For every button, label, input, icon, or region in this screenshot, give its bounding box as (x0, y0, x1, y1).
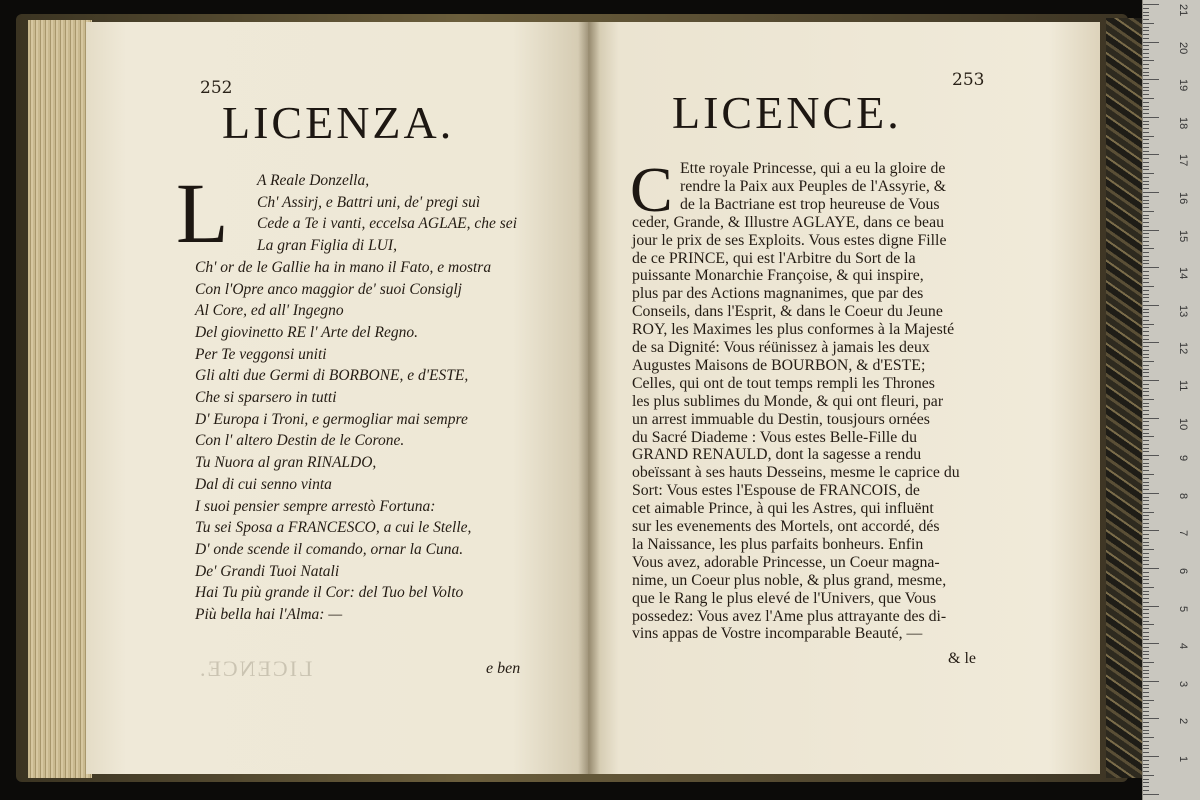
ruler-label: 15 (1177, 229, 1189, 242)
prose-line: Sort: Vous estes l'Espouse de FRANCOIS, de (632, 482, 920, 500)
ruler-tick (1143, 365, 1149, 366)
verse-line: Ch' Assirj, e Battri uni, de' pregi suì (257, 193, 481, 211)
verse-line: Tu Nuora al gran RINALDO, (195, 454, 377, 472)
ruler-tick (1143, 587, 1154, 588)
ruler-tick (1143, 606, 1159, 607)
ruler-tick (1143, 455, 1159, 456)
ruler-tick (1143, 482, 1149, 483)
ruler-tick (1143, 617, 1149, 618)
ruler-tick (1143, 538, 1149, 539)
verse-line: Con l' altero Destin de le Corone. (195, 432, 405, 450)
ruler-tick (1143, 241, 1149, 242)
ruler-tick (1143, 576, 1149, 577)
ruler-tick (1143, 730, 1149, 731)
ruler-tick (1143, 794, 1159, 795)
ruler-tick (1143, 49, 1149, 50)
ruler-tick (1143, 113, 1149, 114)
ruler-tick (1143, 166, 1149, 167)
verse-line: Al Core, ed all' Ingegno (195, 302, 344, 320)
ruler-tick (1143, 316, 1149, 317)
ruler-tick (1143, 733, 1149, 734)
ruler-tick (1143, 748, 1149, 749)
ruler-label: 8 (1177, 492, 1189, 499)
ruler-tick (1143, 632, 1149, 633)
ruler-tick (1143, 515, 1149, 516)
prose-line: plus par des Actions magnanimes, que par des (632, 285, 924, 303)
ruler-label: 3 (1177, 680, 1189, 687)
ruler-tick (1143, 670, 1149, 671)
ruler-tick (1143, 143, 1149, 144)
ruler-tick (1143, 211, 1154, 212)
prose-line: sur les evenements des Mortels, ont accordé, dés (632, 518, 940, 535)
ruler-tick (1143, 342, 1159, 343)
ruler-tick (1143, 470, 1149, 471)
prose-line: les plus sublimes du Monde, & qui ont fleuri, par (632, 392, 944, 410)
ruler-tick (1143, 406, 1149, 407)
verse-line: Che si sparsero in tutti (195, 389, 337, 406)
ruler-tick (1143, 557, 1149, 558)
ruler-tick (1143, 12, 1149, 13)
ruler-label: 17 (1177, 154, 1189, 167)
ruler-tick (1143, 301, 1149, 302)
verse-line: Gli alti due Germi di BORBONE, e d'ESTE, (195, 367, 469, 385)
ruler-tick (1143, 117, 1159, 118)
verse-line: Dal di cui senno vinta (195, 475, 332, 493)
ruler-tick (1143, 207, 1149, 208)
ruler-label: 4 (1177, 643, 1189, 650)
prose-line: puissante Monarchie Françoise, & qui inspire, (632, 267, 924, 285)
ruler-tick (1143, 94, 1149, 95)
ruler-tick (1143, 169, 1149, 170)
ruler-tick (1143, 688, 1149, 689)
ruler-tick (1143, 636, 1149, 637)
ruler-tick (1143, 38, 1149, 39)
ruler-tick (1143, 696, 1149, 697)
ruler-tick (1143, 715, 1149, 716)
ruler-tick (1143, 200, 1149, 201)
ruler-tick (1143, 252, 1149, 253)
prose-line: ceder, Grande, & Illustre AGLAYE, dans ce beau (632, 213, 944, 231)
ruler-tick (1143, 497, 1149, 498)
ruler-tick (1143, 260, 1149, 261)
ruler-tick (1143, 331, 1149, 332)
ruler-tick (1143, 23, 1154, 24)
ruler-tick (1143, 530, 1159, 531)
ruler-tick (1143, 350, 1149, 351)
ruler-tick (1143, 278, 1149, 279)
ruler-tick (1143, 463, 1149, 464)
prose-line: Celles, qui ont de tout temps rempli les Thrones (632, 374, 935, 392)
ruler-tick (1143, 75, 1149, 76)
ruler-label: 7 (1177, 530, 1189, 537)
ruler-tick (1143, 745, 1149, 746)
ruler-label: 11 (1177, 380, 1189, 392)
ruler-tick (1143, 79, 1159, 80)
ruler-tick (1143, 177, 1149, 178)
ruler-label: 12 (1177, 342, 1189, 355)
verse-line: Ch' or de le Gallie ha in mano il Fato, e mostra (195, 258, 492, 276)
verse-line: Tu sei Sposa a FRANCESCO, a cui le Stelle, (195, 519, 472, 537)
ruler-tick (1143, 335, 1149, 336)
prose-line: du Sacré Diademe : Vous estes Belle-Fille du (632, 428, 918, 446)
ruler-tick (1143, 42, 1159, 43)
ruler-tick (1143, 504, 1149, 505)
prose-line: jour le prix de ses Exploits. Vous estes digne Fille (632, 231, 947, 249)
ruler-tick (1143, 782, 1149, 783)
ruler-tick (1143, 598, 1149, 599)
ruler-tick (1143, 263, 1149, 264)
ruler-tick (1143, 647, 1149, 648)
prose-line: un arrest immuable du Destin, tousjours ornées (632, 410, 930, 428)
ruler-tick (1143, 478, 1149, 479)
ruler-tick (1143, 643, 1159, 644)
prose-line: que le Rang le plus elevé de l'Univers, que Vous (632, 589, 937, 607)
ruler-tick (1143, 233, 1149, 234)
ruler-tick (1143, 534, 1149, 535)
ruler-tick (1143, 15, 1149, 16)
ruler-tick (1143, 485, 1149, 486)
prose-line: la Naissance, les plus parfaits bonheurs. Enfin (632, 535, 924, 553)
prose-line: Vous avez, adorable Princesse, un Coeur magna- (632, 553, 940, 571)
ruler-tick (1143, 395, 1149, 396)
ruler-tick (1143, 685, 1149, 686)
ruler-tick (1143, 248, 1154, 249)
prose-line: de la Bactriane est trop heureuse de Vous (680, 195, 940, 213)
ruler-tick (1143, 560, 1149, 561)
ruler-tick (1143, 508, 1149, 509)
left-page-title: LICENZA. (222, 97, 455, 148)
prose-line: obeïssant à ses hauts Desseins, mesme le caprice du (632, 464, 960, 482)
ruler-tick (1143, 726, 1149, 727)
verse-line: Hai Tu più grande il Cor: del Tuo bel Volto (195, 584, 464, 602)
page-edges (28, 20, 92, 778)
ruler-tick (1143, 136, 1154, 137)
ruler-tick (1143, 658, 1149, 659)
prose-line: possedez: Vous avez l'Ame plus attrayante des di- (632, 607, 947, 625)
ruler-tick (1143, 275, 1149, 276)
ruler-tick (1143, 583, 1149, 584)
ruler-tick (1143, 433, 1149, 434)
ruler-tick (1143, 181, 1149, 182)
ruler-label: 10 (1177, 417, 1189, 430)
prose-line: nime, un Coeur plus noble, & plus grand, mesme, (632, 571, 947, 589)
ruler-label: 16 (1177, 192, 1189, 205)
ruler-tick (1143, 673, 1149, 674)
ruler-tick (1143, 624, 1154, 625)
ruler-tick (1143, 87, 1149, 88)
ruler-tick (1143, 639, 1149, 640)
ruler-tick (1143, 121, 1149, 122)
ruler-tick (1143, 188, 1149, 189)
ruler-tick (1143, 399, 1154, 400)
ruler-tick (1143, 591, 1149, 592)
ruler-tick (1143, 410, 1149, 411)
ruler-tick (1143, 549, 1154, 550)
ruler-tick (1143, 361, 1154, 362)
ruler-tick (1143, 267, 1159, 268)
right-page-number: 253 (952, 70, 985, 90)
ruler-tick (1143, 666, 1149, 667)
ruler-tick (1143, 102, 1149, 103)
ruler-tick (1143, 651, 1149, 652)
ruler-tick (1143, 474, 1154, 475)
ruler-tick (1143, 711, 1149, 712)
ruler-tick (1143, 771, 1149, 772)
ruler-tick (1143, 369, 1149, 370)
ruler-tick (1143, 237, 1149, 238)
ruler-tick (1143, 384, 1149, 385)
ruler-tick (1143, 19, 1149, 20)
prose-line: Ette royale Princesse, qui a eu la gloire de (680, 160, 946, 177)
ruler-tick (1143, 737, 1154, 738)
ruler-tick (1143, 654, 1149, 655)
verse-line: Cede a Te i vanti, eccelsa AGLAE, che sei (257, 215, 517, 233)
ruler-tick (1143, 192, 1159, 193)
ruler-tick (1143, 60, 1154, 61)
ruler-tick (1143, 741, 1149, 742)
ruler-tick (1143, 45, 1149, 46)
ruler-tick (1143, 376, 1149, 377)
ruler-tick (1143, 184, 1149, 185)
ruler-tick (1143, 609, 1149, 610)
gutter-shadow (578, 22, 600, 774)
ruler-tick (1143, 752, 1149, 753)
ruler-tick (1143, 173, 1154, 174)
ruler-tick (1143, 388, 1149, 389)
show-through-text: LICENCE. (198, 656, 313, 681)
ruler-tick (1143, 222, 1149, 223)
ruler-tick (1143, 767, 1149, 768)
ruler-tick (1143, 320, 1149, 321)
ruler-tick (1143, 196, 1149, 197)
ruler-tick (1143, 718, 1159, 719)
ruler-tick (1143, 230, 1159, 231)
ruler-tick (1143, 429, 1149, 430)
ruler-tick (1143, 391, 1149, 392)
ruler-tick (1143, 681, 1159, 682)
ruler-tick (1143, 466, 1149, 467)
ruler-tick (1143, 621, 1149, 622)
ruler-tick (1143, 294, 1149, 295)
ruler-tick (1143, 512, 1154, 513)
ruler-tick (1143, 448, 1149, 449)
ruler-tick (1143, 500, 1149, 501)
ruler-tick (1143, 545, 1149, 546)
ruler-tick (1143, 662, 1154, 663)
ruler-tick (1143, 132, 1149, 133)
ruler-tick (1143, 245, 1149, 246)
ruler-label: 21 (1177, 4, 1189, 17)
ruler-label: 18 (1177, 116, 1189, 130)
ruler-tick (1143, 760, 1149, 761)
prose-line: cet aimable Prince, à qui les Astres, qui influënt (632, 500, 934, 518)
ruler-tick (1143, 451, 1149, 452)
ruler-tick (1143, 786, 1149, 787)
left-page-number: 252 (200, 78, 233, 98)
ruler-label: 13 (1177, 304, 1189, 318)
ruler-tick (1143, 215, 1149, 216)
prose-line: vins appas de Vostre incomparable Beauté, — (632, 625, 923, 643)
ruler-tick (1143, 290, 1149, 291)
ruler-tick (1143, 57, 1149, 58)
ruler-tick (1143, 418, 1159, 419)
ruler-tick (1143, 327, 1149, 328)
ruler-label: 19 (1177, 79, 1189, 92)
ruler-tick (1143, 775, 1154, 776)
ruler-tick (1143, 436, 1154, 437)
ruler-tick (1143, 519, 1149, 520)
ruler-tick (1143, 106, 1149, 107)
ruler-tick (1143, 68, 1149, 69)
ruler-tick (1143, 459, 1149, 460)
ruler-label: 5 (1177, 605, 1189, 612)
ruler-tick (1143, 764, 1149, 765)
ruler-tick (1143, 354, 1149, 355)
ruler-tick (1143, 613, 1149, 614)
ruler-tick (1143, 790, 1149, 791)
ruler-tick (1143, 226, 1149, 227)
ruler-tick (1143, 27, 1149, 28)
ruler-tick (1143, 271, 1149, 272)
verse-line: Del giovinetto RE l' Arte del Regno. (195, 323, 418, 341)
ruler-tick (1143, 425, 1149, 426)
prose-line: de ce PRINCE, qui est l'Arbitre du Sort de la (632, 249, 916, 267)
measuring-ruler (1142, 0, 1200, 800)
prose-line: ROY, les Maximes les plus conformes à la Majesté (632, 321, 955, 339)
ruler-tick (1143, 493, 1159, 494)
verse-line: A Reale Donzella, (257, 172, 370, 189)
ruler-tick (1143, 523, 1149, 524)
ruler-label: 1 (1177, 756, 1189, 763)
verse-line: D' onde scende il comando, ornar la Cuna. (195, 540, 464, 558)
ruler-tick (1143, 602, 1149, 603)
ruler-tick (1143, 30, 1149, 31)
ruler-tick (1143, 594, 1149, 595)
ruler-tick (1143, 568, 1159, 569)
ruler-tick (1143, 527, 1149, 528)
ruler-tick (1143, 151, 1149, 152)
verse-line: La gran Figlia di LUI, (257, 237, 397, 255)
ruler-tick (1143, 305, 1159, 306)
ruler-tick (1143, 158, 1149, 159)
ruler-tick (1143, 218, 1149, 219)
ruler-tick (1143, 707, 1149, 708)
ruler-label: 20 (1177, 41, 1189, 54)
ruler-tick (1143, 700, 1154, 701)
verse-line: I suoi pensier sempre arrestò Fortuna: (195, 497, 436, 515)
prose-line: Augustes Maisons de BOURBON, & d'ESTE; (632, 356, 926, 374)
prose-line: Conseils, dans l'Esprit, & dans le Coeur du Jeune (632, 303, 943, 321)
verse-line: D' Europa i Troni, e germogliar mai sempre (195, 410, 468, 428)
ruler-tick (1143, 256, 1149, 257)
ruler-tick (1143, 34, 1149, 35)
ruler-tick (1143, 489, 1149, 490)
ruler-tick (1143, 147, 1149, 148)
ruler-tick (1143, 53, 1149, 54)
ruler-tick (1143, 346, 1149, 347)
ruler-tick (1143, 282, 1149, 283)
ruler-tick (1143, 128, 1149, 129)
marbled-edge (1106, 18, 1142, 778)
ruler-tick (1143, 444, 1149, 445)
verse-line: Più bella hai l'Alma: — (195, 606, 343, 623)
ruler-tick (1143, 628, 1149, 629)
ruler-tick (1143, 83, 1149, 84)
verse-line: Per Te veggonsi uniti (195, 345, 327, 363)
ruler-tick (1143, 542, 1149, 543)
ruler-tick (1143, 98, 1154, 99)
ruler-tick (1143, 297, 1149, 298)
ruler-tick (1143, 154, 1159, 155)
ruler-tick (1143, 692, 1149, 693)
ruler-tick (1143, 90, 1149, 91)
ruler-tick (1143, 64, 1149, 65)
ruler-tick (1143, 72, 1149, 73)
ruler-label: 9 (1177, 455, 1189, 462)
ruler-tick (1143, 4, 1159, 5)
verse-line: De' Grandi Tuoi Natali (195, 562, 340, 580)
ruler-tick (1143, 553, 1149, 554)
prose-line: de sa Dignité: Vous réünissez à jamais les deux (632, 339, 930, 356)
ruler-tick (1143, 357, 1149, 358)
ruler-tick (1143, 203, 1149, 204)
ruler-tick (1143, 162, 1149, 163)
prose-line: GRAND RENAULD, dont la sagesse a rendu (632, 446, 922, 464)
ruler-tick (1143, 722, 1149, 723)
left-catchword: e ben (486, 660, 521, 677)
ruler-label: 6 (1177, 568, 1189, 575)
ruler-tick (1143, 286, 1154, 287)
ruler-tick (1143, 312, 1149, 313)
ruler-tick (1143, 564, 1149, 565)
left-drop-cap: L (176, 165, 229, 261)
ruler-tick (1143, 124, 1149, 125)
ruler-tick (1143, 677, 1149, 678)
ruler-tick (1143, 703, 1149, 704)
ruler-tick (1143, 579, 1149, 580)
ruler-label: 2 (1177, 718, 1189, 725)
ruler-tick (1143, 440, 1149, 441)
ruler-tick (1143, 109, 1149, 110)
ruler-tick (1143, 414, 1149, 415)
ruler-tick (1143, 380, 1159, 381)
ruler-tick (1143, 779, 1149, 780)
ruler-tick (1143, 324, 1154, 325)
ruler-tick (1143, 339, 1149, 340)
ruler-tick (1143, 756, 1159, 757)
ruler-tick (1143, 309, 1149, 310)
right-catchword: & le (948, 650, 976, 667)
ruler-label: 14 (1177, 267, 1189, 280)
ruler-tick (1143, 421, 1149, 422)
ruler-tick (1143, 8, 1149, 9)
verse-line: Con l'Opre anco maggior de' suoi Consiglj (195, 280, 462, 298)
ruler-tick (1143, 139, 1149, 140)
right-page-title: LICENCE. (672, 87, 902, 138)
ruler-tick (1143, 403, 1149, 404)
prose-line: rendre la Paix aux Peuples de l'Assyrie, & (680, 177, 947, 195)
ruler-tick (1143, 372, 1149, 373)
ruler-tick (1143, 572, 1149, 573)
right-drop-cap: C (630, 154, 673, 225)
